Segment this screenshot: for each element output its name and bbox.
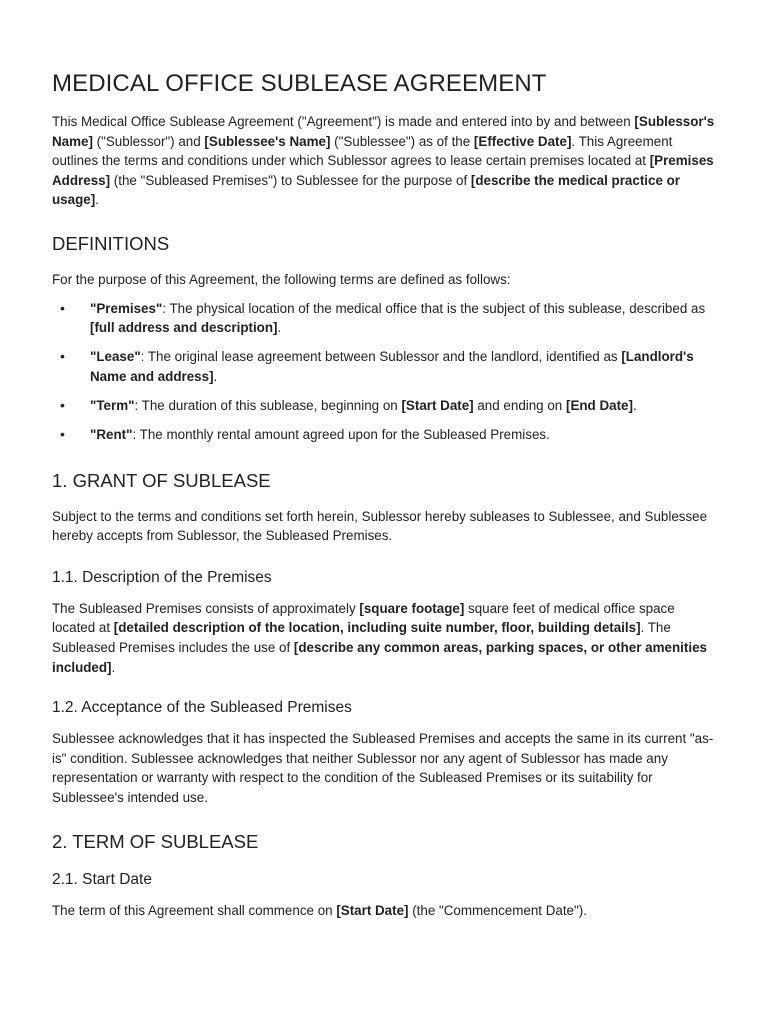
definition-term: "Premises"	[90, 300, 163, 316]
definition-placeholder: [Start Date]	[401, 397, 474, 413]
definition-term: "Rent"	[90, 427, 133, 443]
section-2-1-heading: 2.1. Start Date	[52, 870, 152, 888]
bullet-icon: •	[60, 299, 65, 316]
bullet-icon: •	[60, 348, 65, 365]
effective-date-placeholder: [Effective Date]	[473, 133, 572, 149]
definition-text: .	[213, 368, 218, 384]
body-text: .	[111, 659, 116, 675]
definition-placeholder: [full address and description]	[90, 320, 278, 336]
bullet-icon: •	[60, 426, 65, 443]
section-1-2-heading: 1.2. Acceptance of the Subleased Premises	[52, 699, 352, 717]
sublessee-name-placeholder: [Sublessee's Name]	[204, 133, 331, 149]
section-1-heading: 1. GRANT OF SUBLEASE	[52, 469, 271, 491]
amenities-placeholder: [describe any common areas, parking spaces, or other amenities included]	[52, 640, 707, 675]
premises-address-placeholder: [Premises Address]	[52, 153, 714, 188]
intro-text: ("Sublessee") as of the	[330, 133, 474, 149]
bullet-icon: •	[60, 396, 65, 413]
section-2-1-body	[52, 901, 718, 921]
intro-text: ("Sublessor") and	[92, 133, 205, 149]
definition-term: "Lease"	[90, 349, 141, 365]
definitions-lead: For the purpose of this Agreement, the following terms are defined as follows:	[52, 271, 511, 287]
definition-text: : The duration of this sublease, beginning on	[134, 397, 402, 413]
definitions-list	[52, 299, 718, 445]
body-text: . The Subleased Premises includes the use of	[52, 620, 671, 655]
definition-placeholder: [End Date]	[565, 397, 633, 413]
section-1-2-body: Sublessee acknowledges that it has inspected the Subleased Premises and accepts the same in its current "as-is" condition. Sublessee acknowledges that neither Sublessor nor any agent of Sublessor has made any representation or warranty with respect to the condition of the Subleased Premises or its suitability for Sublessee's intended use.	[52, 731, 714, 805]
definition-text: .	[277, 320, 282, 336]
definition-placeholder: [Landlord's Name and address]	[90, 349, 694, 384]
list-item	[52, 347, 718, 386]
list-item	[52, 425, 718, 445]
definition-text: : The monthly rental amount agreed upon for the Subleased Premises.	[132, 427, 550, 443]
definition-text: .	[632, 397, 637, 413]
list-item	[52, 299, 718, 338]
definition-text: and ending on	[473, 397, 566, 413]
sublessor-name-placeholder: [Sublessor's Name]	[52, 114, 715, 149]
body-text: The term of this Agreement shall commence on	[52, 902, 337, 918]
usage-placeholder: [describe the medical practice or usage]	[52, 172, 681, 208]
section-1-1-heading: 1.1. Description of the Premises	[52, 568, 272, 586]
definition-text: : The original lease agreement between Sublessor and the landlord, identified as	[140, 349, 622, 365]
intro-text: .	[95, 192, 99, 208]
section-1-body: Subject to the terms and conditions set forth herein, Sublessor hereby subleases to Sublessee, and Sublessee hereby accepts from Sublessor, the Subleased Premises.	[52, 508, 708, 544]
body-text: The Subleased Premises consists of approximately	[52, 600, 360, 616]
start-date-placeholder: [Start Date]	[336, 902, 409, 918]
body-text: square feet of medical office space located at	[52, 600, 675, 636]
definitions-heading: DEFINITIONS	[52, 232, 170, 254]
square-footage-placeholder: [square footage]	[359, 600, 465, 616]
location-description-placeholder: [detailed description of the location, including suite number, floor, building details]	[113, 620, 641, 636]
intro-paragraph	[52, 112, 718, 210]
section-2-heading: 2. TERM OF SUBLEASE	[52, 830, 259, 852]
definition-text: : The physical location of the medical office that is the subject of this sublease, described as	[162, 300, 706, 316]
document-title: MEDICAL OFFICE SUBLEASE AGREEMENT	[52, 70, 547, 97]
definition-term: "Term"	[90, 397, 135, 413]
section-1-1-body	[52, 599, 718, 677]
intro-text: (the "Subleased Premises") to Sublessee for the purpose of	[110, 172, 471, 188]
body-text: (the "Commencement Date").	[408, 902, 587, 918]
intro-text: . This Agreement outlines the terms and conditions under which Sublessor agrees to lease certain premises located at	[52, 133, 673, 169]
intro-text: This Medical Office Sublease Agreement ("Agreement") is made and entered into by and between	[52, 114, 635, 129]
list-item	[52, 396, 718, 416]
